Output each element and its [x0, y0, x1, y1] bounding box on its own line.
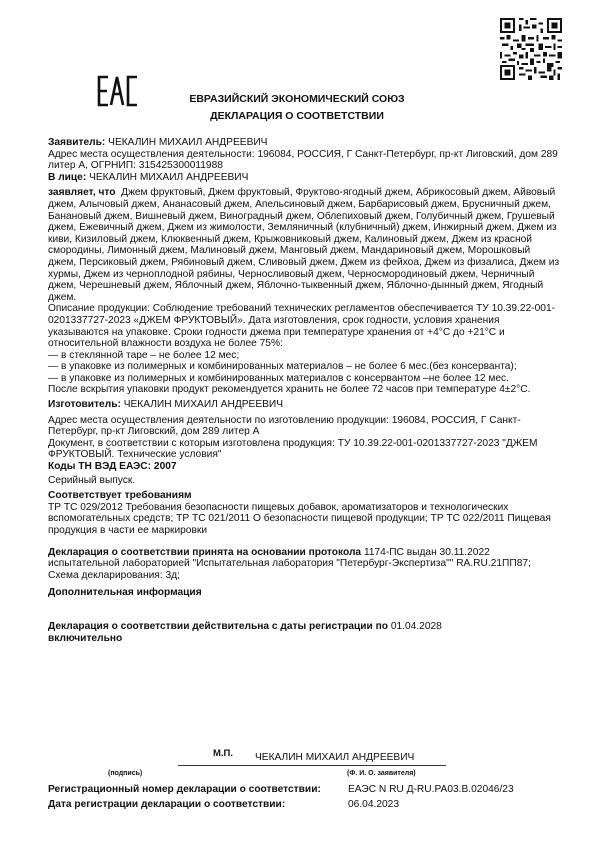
codes-line — [48, 461, 560, 473]
product-list: Джем фруктовый, Джем фруктовый, Фруктово-ягодный джем, Абрикосовый джем, Айвовый джем, Алычовый джем, Ананасовый джем, Апельсиновый джем, Барбарисовый джем, Брусничный джем, Банановый джем, Вишневый джем, Виноградный джем, Облепиховый джем, Голубичный джем, Грушевый джем, Ежевичный джем, Джем из жимолости, Земляничный (клубничный) джем, Инжирный джем, Джем из киви, Кизиловый джем, Клюквенный джем, Крыжовниковый джем, Калиновый джем, Джем из красной смородины, Лимонный джем, Малиновый джем, Манговый джем, Мандариновый джем, Морошковый джем, Персиковый джем, Рябиновый джем, Сливовый джем, Джем из фейхоа, Джем из физалиса, Джем из хурмы, Джем из черноплодной рябины, Черносливовый джем, Черносмородиновый джем, Черничный джем, Черешневый джем, Яблочный джем, Яблочно-тыквенный джем, Яблочно-дынный джем, Ягодный джем. — [48, 187, 560, 303]
declaration-body — [48, 137, 560, 644]
registration-number: ЕАЭС N RU Д-RU.РА03.В.02046/23 — [348, 784, 514, 795]
qr-code-icon — [500, 18, 562, 80]
additional-info-label: Дополнительная информация — [48, 587, 202, 599]
codes-value: 2007 — [153, 461, 177, 473]
declares-label: заявляет, что — [48, 187, 116, 199]
requirements-text: ТР ТС 029/2012 Требования безопасности пищевых добавок, ароматизаторов и технологических вспомогательных средств; ТР ТС 021/2011 О безопасности пищевой продукции; ТР ТС 022/2011 Пищевая продукция в части ее маркировки — [48, 501, 551, 536]
applicant-name: ЧЕКАЛИН МИХАИЛ АНДРЕЕВИЧ — [108, 137, 268, 148]
manufacturer-document: Документ, в соответствии с которым изготовлена продукция: ТУ 10.39.22-001-0201337727-2023 "ДЖЕМ ФРУКТОВЫЙ. Технические условия" — [48, 437, 538, 461]
document-title: ДЕКЛАРАЦИЯ О СООТВЕТСТВИИ — [210, 110, 384, 122]
stamp-place: М.П. — [213, 748, 234, 759]
shelf-life-preservative: — в упаковке из полимерных и комбинированных материалов с консервантом –не более 12 мес. — [48, 372, 509, 384]
manufacturer-line — [48, 399, 560, 411]
registration-date-label: Дата регистрации декларации о соответствии: — [48, 799, 286, 810]
serial-release: Серийный выпуск. — [48, 474, 136, 486]
person-name: ЧЕКАЛИН МИХАИЛ АНДРЕЕВИЧ — [89, 171, 249, 183]
validity-date: 01.04.2028 — [390, 620, 442, 632]
registration-number-label: Регистрационный номер декларации о соответствии: — [48, 784, 321, 795]
basis-label: Декларация о соответствии принята на основании протокола — [48, 546, 362, 558]
product-description: Описание продукции: Соблюдение требований технических регламентов обеспечивается ТУ 10.39.22-001-0201337727-2023 «ДЖЕМ ФРУКТОВЫЙ». Дата изготовления, срок годности, условия хранения указываются на упаковке. Сроки годности джема при температуре хранения от +4°С до +21°С и относительной влажности воздуха не более 75%: — [48, 303, 556, 350]
basis-text: 1174-ПС выдан 30.11.2022 испытательной лабораторией "Испытательная лаборатория "Петербург-Экспертиза"" RA.RU.21ПП87; Схема декларирования: 3д; — [48, 546, 531, 581]
shelf-life-polymer: — в упаковке из полимерных и комбинированных материалов – не более 6 мес.(без консерванта); — [48, 361, 517, 373]
declares-line — [48, 187, 560, 303]
validity-suffix: включительно — [48, 632, 123, 644]
manufacturer-label: Изготовитель: — [48, 399, 121, 411]
person-line — [48, 172, 560, 184]
union-title: ЕВРАЗИЙСКИЙ ЭКОНОМИЧЕСКИЙ СОЮЗ — [189, 93, 405, 105]
name-line — [250, 765, 446, 766]
validity-line — [48, 621, 560, 633]
signature-caption: (подпись) — [108, 770, 143, 777]
codes-label: Коды ТН ВЭД ЕАЭС: — [48, 461, 152, 473]
applicant-line — [48, 137, 560, 149]
basis-line — [48, 547, 560, 582]
signatory-name: ЧЕКАЛИН МИХАИЛ АНДРЕЕВИЧ — [255, 752, 415, 763]
manufacturer-address: Адрес места осуществления деятельности по изготовлению продукции: 196084, РОССИЯ, Г Санкт-Петербург, пр-кт Лиговский, дом 289 литер А — [48, 414, 521, 438]
name-caption: (Ф. И. О. заявителя) — [347, 770, 416, 777]
validity-label: Декларация о соответствии действительна с даты регистрации по — [48, 620, 388, 632]
registration-date: 06.04.2023 — [348, 799, 399, 810]
shelf-life-glass: — в стеклянной таре – не более 12 мес; — [48, 349, 240, 361]
applicant-label: Заявитель: — [48, 137, 106, 148]
applicant-address: Адрес места осуществления деятельности: 196084, РОССИЯ, Г Санкт-Петербург, пр-кт Лиговский, дом 289 литер А, ОГРНИП: 315425300011988 — [48, 148, 558, 172]
manufacturer-name: ЧЕКАЛИН МИХАИЛ АНДРЕЕВИЧ — [123, 399, 284, 411]
requirements-label: Соответствует требованиям — [48, 490, 192, 502]
person-label: В лице: — [48, 171, 87, 183]
after-opening: После вскрытия упаковки продукт рекомендуется хранить не более 72 часов при температуре 4±2°С. — [48, 384, 531, 396]
